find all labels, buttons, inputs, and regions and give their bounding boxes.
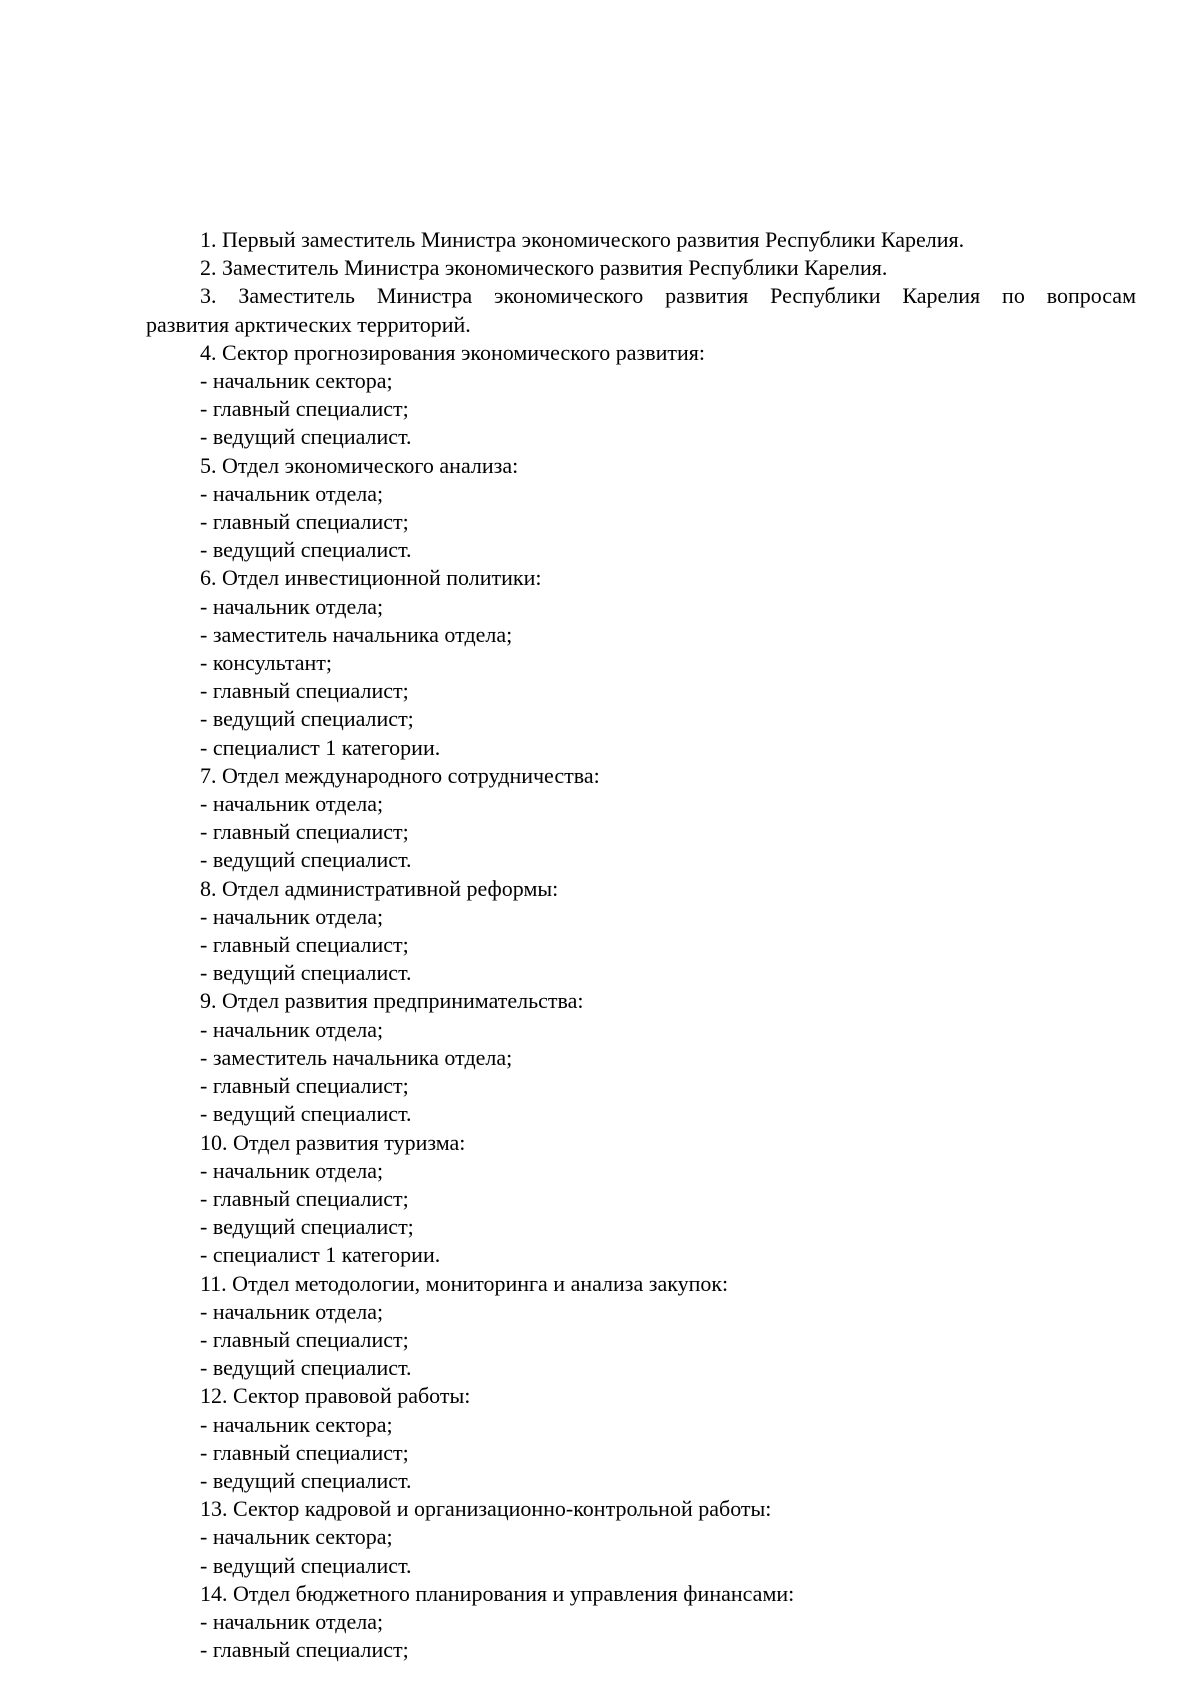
document-line: - начальник сектора;	[200, 368, 393, 394]
document-line: - главный специалист;	[200, 1185, 409, 1211]
document-line: 12. Сектор правовой работы:	[200, 1383, 471, 1409]
document-line: - ведущий специалист;	[200, 706, 414, 732]
document-line: - начальник отдела;	[200, 1016, 384, 1042]
document-line: 8. Отдел административной реформы:	[200, 875, 559, 901]
document-line: - ведущий специалист;	[200, 1214, 414, 1240]
document-line: - главный специалист;	[200, 396, 409, 422]
document-line: - ведущий специалист.	[200, 847, 412, 873]
document-line: - ведущий специалист.	[200, 960, 412, 986]
document-line: - заместитель начальника отдела;	[200, 1044, 513, 1070]
document-line: - главный специалист;	[200, 932, 409, 958]
document-line: - главный специалист;	[200, 509, 409, 535]
document-line: развития арктических территорий.	[146, 311, 471, 337]
document-line: - ведущий специалист.	[200, 537, 412, 563]
document-line: - главный специалист;	[200, 678, 409, 704]
document-line: 7. Отдел международного сотрудничества:	[200, 762, 600, 788]
document-line: 6. Отдел инвестиционной политики:	[200, 565, 542, 591]
document-line: - главный специалист;	[200, 819, 409, 845]
document-line: - ведущий специалист.	[200, 424, 412, 450]
document-line: 14. Отдел бюджетного планирования и управления финансами:	[200, 1580, 795, 1606]
document-line: - начальник отдела;	[200, 593, 384, 619]
document-line: - начальник отдела;	[200, 480, 384, 506]
document-line: 1. Первый заместитель Министра экономического развития Республики Карелия.	[200, 227, 965, 252]
document-line: 3. Заместитель Министра экономического развития Республики Карелия по вопросам	[200, 283, 1136, 309]
document-line: - специалист 1 категории.	[200, 1242, 441, 1268]
document-line: - ведущий специалист.	[200, 1355, 412, 1381]
document-line: 13. Сектор кадровой и организационно-контрольной работы:	[200, 1496, 772, 1522]
document-line: - начальник отдела;	[200, 791, 384, 817]
document-line: - специалист 1 категории.	[200, 734, 441, 760]
document-line: 11. Отдел методологии, мониторинга и анализа закупок:	[200, 1270, 729, 1296]
document-body	[146, 226, 1136, 1664]
document-line: - начальник отдела;	[200, 903, 384, 929]
document-line: - главный специалист;	[200, 1439, 409, 1465]
document-line: 4. Сектор прогнозирования экономического развития:	[200, 339, 705, 365]
document-line: - ведущий специалист.	[200, 1467, 412, 1493]
document-line: 9. Отдел развития предпринимательства:	[200, 988, 584, 1014]
document-line: - заместитель начальника отдела;	[200, 621, 513, 647]
document-line: - консультант;	[200, 650, 332, 676]
document-line: - главный специалист;	[200, 1326, 409, 1352]
document-line: - начальник сектора;	[200, 1524, 393, 1550]
document-line: - ведущий специалист.	[200, 1552, 412, 1578]
document-line: 2. Заместитель Министра экономического развития Республики Карелия.	[200, 255, 888, 281]
document-line: 5. Отдел экономического анализа:	[200, 452, 519, 478]
document-line: - главный специалист;	[200, 1073, 409, 1099]
document-line: 10. Отдел развития туризма:	[200, 1129, 466, 1155]
document-line: - ведущий специалист.	[200, 1101, 412, 1127]
document-line: - начальник сектора;	[200, 1411, 393, 1437]
document-line: - главный специалист;	[200, 1637, 409, 1663]
document-line: - начальник отдела;	[200, 1157, 384, 1183]
document-line: - начальник отдела;	[200, 1298, 384, 1324]
document-line: - начальник отдела;	[200, 1608, 384, 1634]
